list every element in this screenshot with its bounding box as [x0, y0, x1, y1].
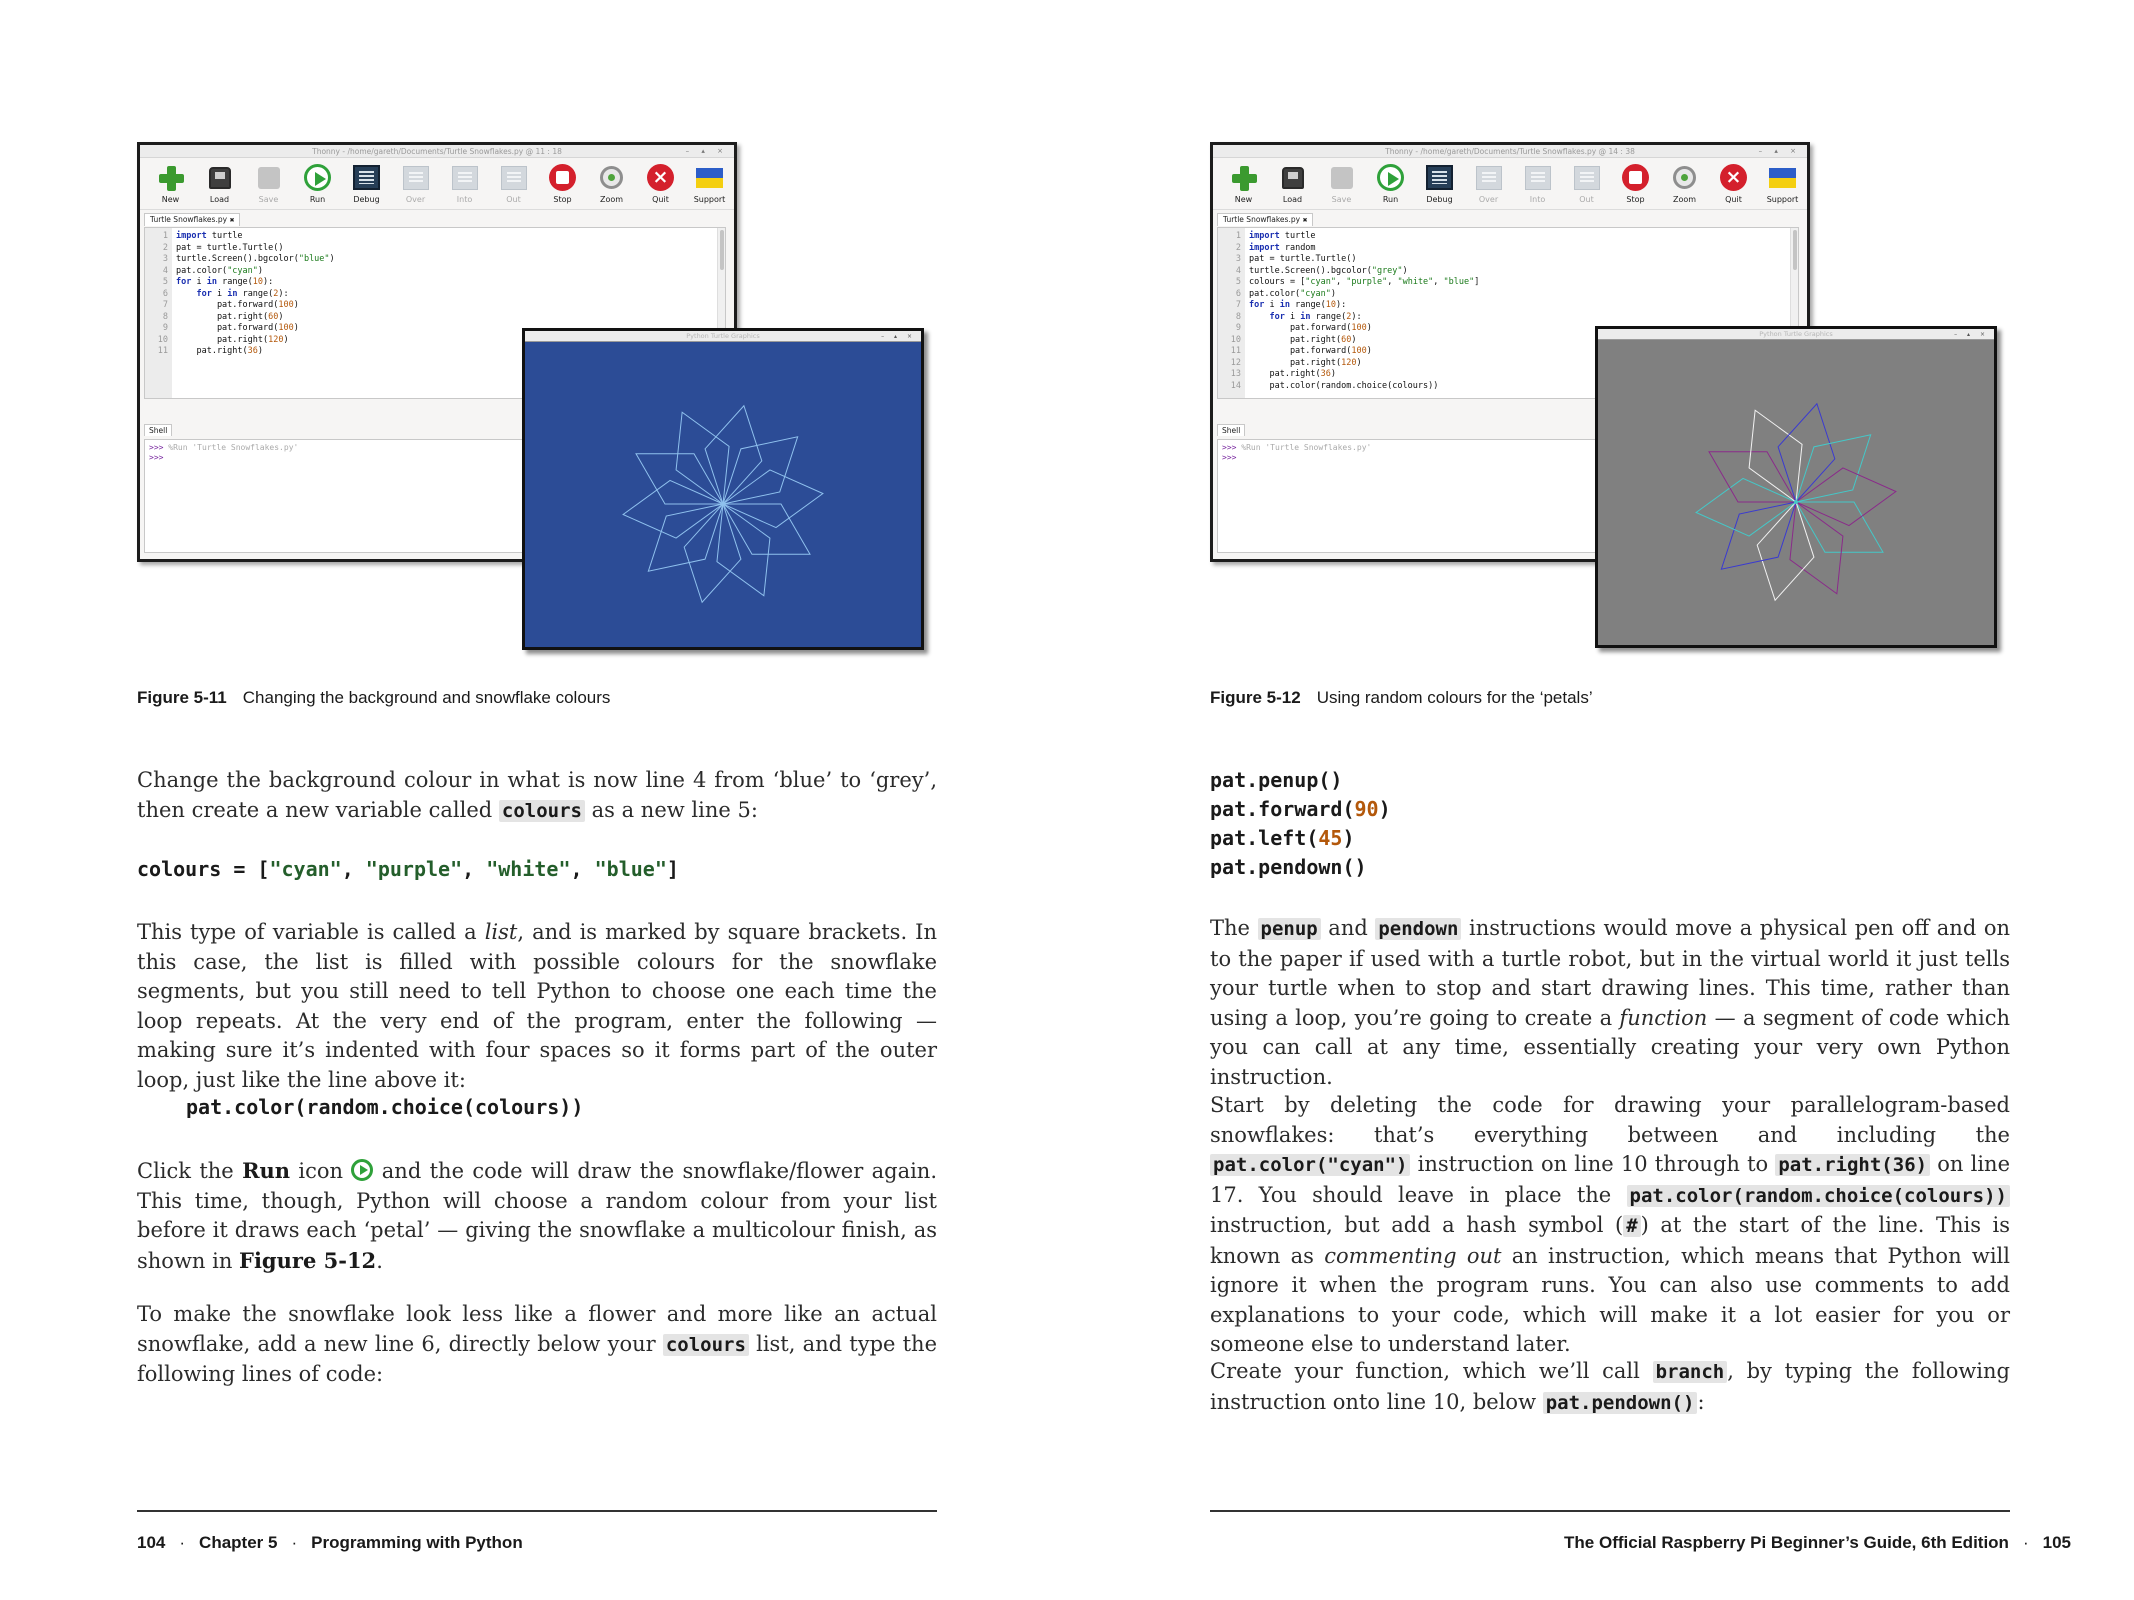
- code-text: ,: [570, 857, 595, 881]
- snowflake-canvas: [525, 342, 921, 647]
- step-over-icon: [1476, 166, 1502, 190]
- toolbar: [140, 158, 734, 210]
- code-line[interactable]: pat.right(120): [176, 334, 289, 345]
- new-button[interactable]: [146, 158, 195, 209]
- line-number: 3: [1235, 254, 1241, 264]
- inline-code: pat.pendown(): [1543, 1392, 1698, 1414]
- stop-icon: [1622, 164, 1649, 191]
- turtle-graphics-window: [522, 328, 924, 650]
- support-label: Support: [1766, 195, 1799, 204]
- run-icon: [1377, 164, 1404, 191]
- chapter-title: Programming with Python: [311, 1533, 523, 1552]
- line-number: 7: [1235, 300, 1241, 310]
- code-string: "purple": [365, 857, 463, 881]
- shell-tab[interactable]: Shell: [144, 424, 172, 436]
- paragraph: [1210, 914, 2010, 1092]
- ukraine-flag-icon: [696, 168, 723, 188]
- line-number: 7: [162, 300, 168, 310]
- figure-label: Figure 5-11: [137, 688, 227, 707]
- run-label: Run: [1382, 195, 1399, 204]
- text: The: [1210, 916, 1258, 940]
- load-label: Load: [209, 195, 230, 204]
- turtle-window-controls[interactable]: – ▴ ×: [1954, 331, 1989, 338]
- new-icon: [1231, 165, 1257, 191]
- code-line[interactable]: pat.color("cyan"): [176, 265, 264, 276]
- text: This type of variable is called a: [137, 920, 485, 944]
- title-bar: [1213, 145, 1807, 158]
- step-over-icon: [403, 166, 429, 190]
- debug-label: Debug: [353, 195, 380, 204]
- code-line[interactable]: for i in range(2):: [1269, 311, 1362, 322]
- line-number: 14: [1230, 380, 1241, 391]
- code-line[interactable]: pat.right(120): [1249, 357, 1362, 368]
- line-number: 4: [1235, 265, 1241, 276]
- run-icon: [351, 1159, 373, 1181]
- code-line[interactable]: pat.color(random.choice(colours)): [1249, 380, 1439, 391]
- paragraph: [1210, 1357, 2010, 1418]
- save-button[interactable]: [1317, 158, 1366, 209]
- code-line[interactable]: pat.right(36): [176, 346, 264, 356]
- figure-text: Using random colours for the ‘petals’: [1316, 688, 1593, 707]
- code-line[interactable]: pat.right(60): [1249, 334, 1357, 345]
- line-number: 4: [162, 265, 168, 276]
- text: instruction on line 10 through to: [1410, 1152, 1776, 1176]
- save-icon: [1331, 167, 1353, 189]
- ukraine-flag-icon: [1769, 168, 1796, 188]
- text: :: [1697, 1389, 1705, 1414]
- quit-icon: ×: [1720, 164, 1747, 191]
- emphasis: commenting out: [1324, 1243, 1502, 1268]
- page-number: 105: [2042, 1533, 2071, 1552]
- shell-prompt: >>>: [149, 443, 164, 452]
- code-text: pat.color(random.choice(colours)): [186, 1095, 584, 1119]
- over-label: Over: [1478, 195, 1499, 204]
- line-number: 1: [1235, 231, 1241, 241]
- line-number: 9: [1235, 323, 1241, 333]
- inline-code: colours: [663, 1334, 749, 1356]
- text: instructions would move a physical pen off and on to the paper if used with a turtle robot, but in the virtual world it just tells your turtle when to stop and start drawing lines. This time, rather than using a loop, you’re going to create a: [1210, 916, 2010, 1030]
- stop-icon: [549, 164, 576, 191]
- zoom-label: Zoom: [1672, 195, 1697, 204]
- into-button[interactable]: [1513, 158, 1562, 209]
- stop-button[interactable]: [1611, 158, 1660, 209]
- snowflake-canvas: [1598, 340, 1994, 645]
- text: To make the snowflake look less like a flower and more like an actual snowflake, add a new line 6, directly below your: [137, 1302, 937, 1356]
- out-button[interactable]: [1562, 158, 1611, 209]
- code-string: "white": [486, 857, 571, 881]
- shell-command: %Run 'Turtle Snowflakes.py': [168, 443, 299, 452]
- code-block: [137, 855, 679, 884]
- page-footer: [137, 1533, 523, 1553]
- step-into-icon: [1525, 166, 1551, 190]
- out-label: Out: [1579, 195, 1594, 204]
- zoom-icon: [600, 166, 623, 189]
- save-label: Save: [1331, 195, 1352, 204]
- zoom-icon: [1673, 166, 1696, 189]
- inline-code: colours: [499, 800, 585, 822]
- tab-turtle-snowflakes[interactable]: [1217, 213, 1313, 226]
- shell-prompt: >>>: [1222, 453, 1237, 462]
- toolbar: [1213, 158, 1807, 210]
- text: on line 17. You should leave in place the: [1210, 1152, 2010, 1207]
- quit-button[interactable]: [1709, 158, 1758, 209]
- code-block: [1210, 766, 1391, 882]
- code-line[interactable]: pat = turtle.Turtle(): [176, 242, 284, 253]
- text: and the code will draw the snowflake/flower again. This time, though, Python will choose a random colour from your list before it draws each ‘petal’ — giving the snowflake a multicolour finish, as shown in: [137, 1159, 938, 1273]
- code-text: colours = [: [137, 857, 270, 881]
- quit-icon: ×: [647, 164, 674, 191]
- code-line[interactable]: for i in range(2):: [196, 288, 289, 299]
- page-footer: [1564, 1533, 2071, 1553]
- turtle-window-controls[interactable]: – ▴ ×: [881, 333, 916, 340]
- line-number: 5: [1235, 277, 1241, 287]
- stop-label: Stop: [553, 195, 572, 204]
- inline-code: #: [1623, 1215, 1640, 1237]
- close-tab-icon[interactable]: ✖: [229, 217, 235, 224]
- load-label: Load: [1282, 195, 1303, 204]
- line-number: 13: [1230, 369, 1241, 379]
- inline-code: pat.color("cyan"): [1210, 1154, 1410, 1176]
- line-number: 3: [162, 254, 168, 264]
- shell-command: %Run 'Turtle Snowflakes.py': [1241, 443, 1372, 452]
- window-title: Thonny - /home/gareth/Documents/Turtle Snowflakes.py @ 14 : 38: [1385, 147, 1635, 156]
- close-tab-icon[interactable]: ✖: [1302, 217, 1308, 224]
- run-icon: [304, 164, 331, 191]
- code-text: ]: [666, 857, 679, 881]
- quit-label: Quit: [1725, 195, 1742, 204]
- editor-tabs: [140, 210, 734, 226]
- new-icon: [158, 165, 184, 191]
- zoom-button[interactable]: [1660, 158, 1709, 209]
- figure-caption: [1210, 688, 1593, 708]
- into-button[interactable]: [440, 158, 489, 209]
- shell-prompt: >>>: [149, 453, 164, 462]
- line-numbers: [1218, 228, 1245, 398]
- line-number: 8: [1235, 311, 1241, 322]
- support-label: Support: [693, 195, 726, 204]
- code-string: "blue": [594, 857, 667, 881]
- text: Change the background colour in what is now line 4 from ‘blue’ to ‘grey’, then create a new variable called: [137, 768, 937, 822]
- page-number: 104: [137, 1533, 166, 1552]
- separator: ·: [2022, 1533, 2029, 1552]
- load-icon: [1282, 167, 1304, 189]
- code-line[interactable]: pat.forward(100): [1249, 323, 1372, 333]
- separator: ·: [291, 1533, 298, 1552]
- code-line[interactable]: pat = turtle.Turtle(): [1249, 254, 1357, 264]
- code-line[interactable]: import random: [1249, 242, 1316, 253]
- title-bar: [140, 145, 734, 158]
- separator: ·: [179, 1533, 186, 1552]
- debug-icon: [353, 165, 380, 190]
- shell-prompt: >>>: [1222, 443, 1237, 452]
- figure-caption: [137, 688, 610, 708]
- line-number: 9: [162, 323, 168, 333]
- run-button[interactable]: [293, 158, 342, 209]
- run-label: Run: [309, 195, 326, 204]
- book-title: The Official Raspberry Pi Beginner’s Guide, 6th Edition: [1564, 1533, 2009, 1552]
- code-line[interactable]: pat.color("cyan"): [1249, 288, 1337, 299]
- quit-button[interactable]: [636, 158, 685, 209]
- window-title: Thonny - /home/gareth/Documents/Turtle Snowflakes.py @ 11 : 18: [312, 147, 562, 156]
- figure-reference: Figure 5-12: [239, 1247, 377, 1273]
- tab-label: Turtle Snowflakes.py: [150, 215, 228, 224]
- line-number: 10: [1230, 334, 1241, 345]
- line-number: 1: [162, 231, 168, 241]
- new-label: New: [161, 195, 180, 204]
- text: list, and type the following lines of code:: [137, 1331, 938, 1386]
- stop-button[interactable]: [538, 158, 587, 209]
- code-line[interactable]: pat.right(60): [176, 311, 284, 322]
- line-number: 2: [1235, 242, 1241, 253]
- save-label: Save: [258, 195, 279, 204]
- turtle-cursor: [1794, 500, 1798, 504]
- step-out-icon: [1574, 166, 1600, 190]
- new-button[interactable]: [1219, 158, 1268, 209]
- line-number: 11: [1230, 346, 1241, 356]
- over-button[interactable]: [391, 158, 440, 209]
- turtle-window-title: Python Turtle Graphics: [1759, 330, 1833, 338]
- text: — a segment of code which you can call at any time, essentially creating your very own Python instruction.: [1210, 1005, 2010, 1089]
- into-label: Into: [456, 195, 473, 204]
- stop-label: Stop: [1626, 195, 1645, 204]
- line-number: 8: [162, 311, 168, 322]
- over-button[interactable]: [1464, 158, 1513, 209]
- code-line[interactable]: import turtle: [1249, 231, 1316, 241]
- text: Create your function, which we’ll call: [1210, 1359, 1653, 1383]
- shell-tab[interactable]: Shell: [1217, 424, 1245, 436]
- code-line: pat.penup(): [1210, 768, 1343, 792]
- paragraph: [137, 1300, 937, 1390]
- debug-icon: [1426, 165, 1453, 190]
- figure-text: Changing the background and snowflake colours: [242, 688, 611, 707]
- code-text: ,: [341, 857, 366, 881]
- load-button[interactable]: [195, 158, 244, 209]
- text: , by typing the following instruction onto line 10, below: [1210, 1359, 2010, 1414]
- paragraph: [1210, 1091, 2010, 1360]
- code-line[interactable]: pat.forward(100): [176, 323, 299, 333]
- footer-rule: [1210, 1510, 2010, 1512]
- paragraph: [137, 918, 937, 1095]
- support-button[interactable]: [685, 158, 734, 209]
- emphasis: list: [484, 920, 518, 944]
- text: as a new line 5:: [584, 797, 758, 822]
- code-line[interactable]: pat.right(36): [1249, 369, 1337, 379]
- step-out-icon: [501, 166, 527, 190]
- text: instruction, but add a hash symbol (: [1210, 1213, 1624, 1237]
- line-number: 6: [162, 288, 168, 299]
- line-number: 2: [162, 242, 168, 253]
- new-label: New: [1234, 195, 1253, 204]
- code-line[interactable]: colours = ["cyan", "purple", "white", "blue"]: [1249, 277, 1480, 287]
- code-block: [186, 1093, 583, 1122]
- turtle-canvas-background: [1598, 340, 1994, 645]
- code-line[interactable]: for i in range(10):: [176, 277, 274, 287]
- tab-label: Turtle Snowflakes.py: [1223, 215, 1301, 224]
- emphasis: function: [1619, 1005, 1708, 1030]
- paragraph: [137, 766, 937, 826]
- turtle-canvas-background: [525, 342, 921, 647]
- text: an instruction, which means that Python will ignore it when the program runs. You can also use comments to add explanations to your code, which will make it a lot easier for you or someone else to understand later.: [1210, 1243, 2010, 1356]
- zoom-button[interactable]: [587, 158, 636, 209]
- out-button[interactable]: [489, 158, 538, 209]
- turtle-title-bar: [525, 331, 921, 342]
- code-line[interactable]: for i in range(10):: [1249, 300, 1347, 310]
- load-button[interactable]: [1268, 158, 1317, 209]
- turtle-title-bar: [1598, 329, 1994, 340]
- line-number: 6: [1235, 288, 1241, 299]
- text: , and is marked by square brackets. In this case, the list is filled with possible colours for the snowflake segments, but you still need to tell Python to choose one each time the loop repeats. At the very end of the program, enter the following — making sure it’s indented with four spaces so it forms part of the outer loop, just like the line above it:: [137, 920, 937, 1092]
- step-into-icon: [452, 166, 478, 190]
- code-line: pat.left(: [1210, 826, 1319, 850]
- inline-code: pat.right(36): [1775, 1154, 1930, 1176]
- code-line: pat.forward(: [1210, 797, 1355, 821]
- code-number: 90: [1354, 797, 1379, 821]
- inline-code: penup: [1258, 918, 1321, 940]
- text: ) at the start of the line. This is known as: [1210, 1213, 2011, 1268]
- code-text: ): [1378, 797, 1391, 821]
- code-line[interactable]: pat.forward(100): [176, 300, 299, 310]
- run-button[interactable]: [1366, 158, 1415, 209]
- save-button[interactable]: [244, 158, 293, 209]
- text: and: [1320, 916, 1376, 940]
- text: Click the: [137, 1159, 243, 1183]
- window-controls[interactable]: – ▴ ×: [685, 147, 728, 155]
- inline-code: pendown: [1375, 918, 1461, 940]
- paragraph: [137, 1156, 937, 1276]
- support-button[interactable]: [1758, 158, 1807, 209]
- text: icon: [290, 1159, 352, 1183]
- line-number: 12: [1230, 357, 1241, 368]
- load-icon: [209, 167, 231, 189]
- code-string: "cyan": [269, 857, 342, 881]
- debug-button[interactable]: [342, 158, 391, 209]
- chapter-label: Chapter 5: [199, 1533, 278, 1552]
- line-number: 11: [157, 346, 168, 356]
- line-number: 10: [157, 334, 168, 345]
- quit-label: Quit: [652, 195, 669, 204]
- inline-code: branch: [1653, 1361, 1728, 1383]
- into-label: Into: [1529, 195, 1546, 204]
- save-icon: [258, 167, 280, 189]
- footer-rule: [137, 1510, 937, 1512]
- code-number: 45: [1318, 826, 1343, 850]
- window-controls[interactable]: – ▴ ×: [1758, 147, 1801, 155]
- over-label: Over: [405, 195, 426, 204]
- code-line[interactable]: turtle.Screen().bgcolor("grey"): [1249, 265, 1408, 276]
- turtle-window-title: Python Turtle Graphics: [686, 332, 760, 340]
- turtle-cursor: [721, 502, 725, 506]
- debug-label: Debug: [1426, 195, 1453, 204]
- tab-turtle-snowflakes[interactable]: [144, 213, 240, 226]
- code-line: pat.pendown(): [1210, 855, 1367, 879]
- right-page: [1067, 0, 2134, 1600]
- line-number: 5: [162, 277, 168, 287]
- turtle-graphics-window: [1595, 326, 1997, 648]
- zoom-label: Zoom: [599, 195, 624, 204]
- out-label: Out: [506, 195, 521, 204]
- line-numbers: [145, 228, 172, 398]
- inline-code: pat.color(random.choice(colours)): [1627, 1185, 2011, 1207]
- code-text: ): [1342, 826, 1355, 850]
- text: .: [376, 1248, 383, 1273]
- code-line[interactable]: pat.forward(100): [1249, 346, 1372, 356]
- code-text: ,: [462, 857, 487, 881]
- run-text: Run: [242, 1158, 291, 1183]
- editor-tabs: [1213, 210, 1807, 226]
- debug-button[interactable]: [1415, 158, 1464, 209]
- text: Start by deleting the code for drawing your parallelogram-based snowflakes: that’s everything between and including the: [1210, 1093, 2010, 1147]
- figure-label: Figure 5-12: [1210, 688, 1301, 707]
- code-line[interactable]: import turtle: [176, 231, 243, 241]
- code-line[interactable]: turtle.Screen().bgcolor("blue"): [176, 254, 335, 264]
